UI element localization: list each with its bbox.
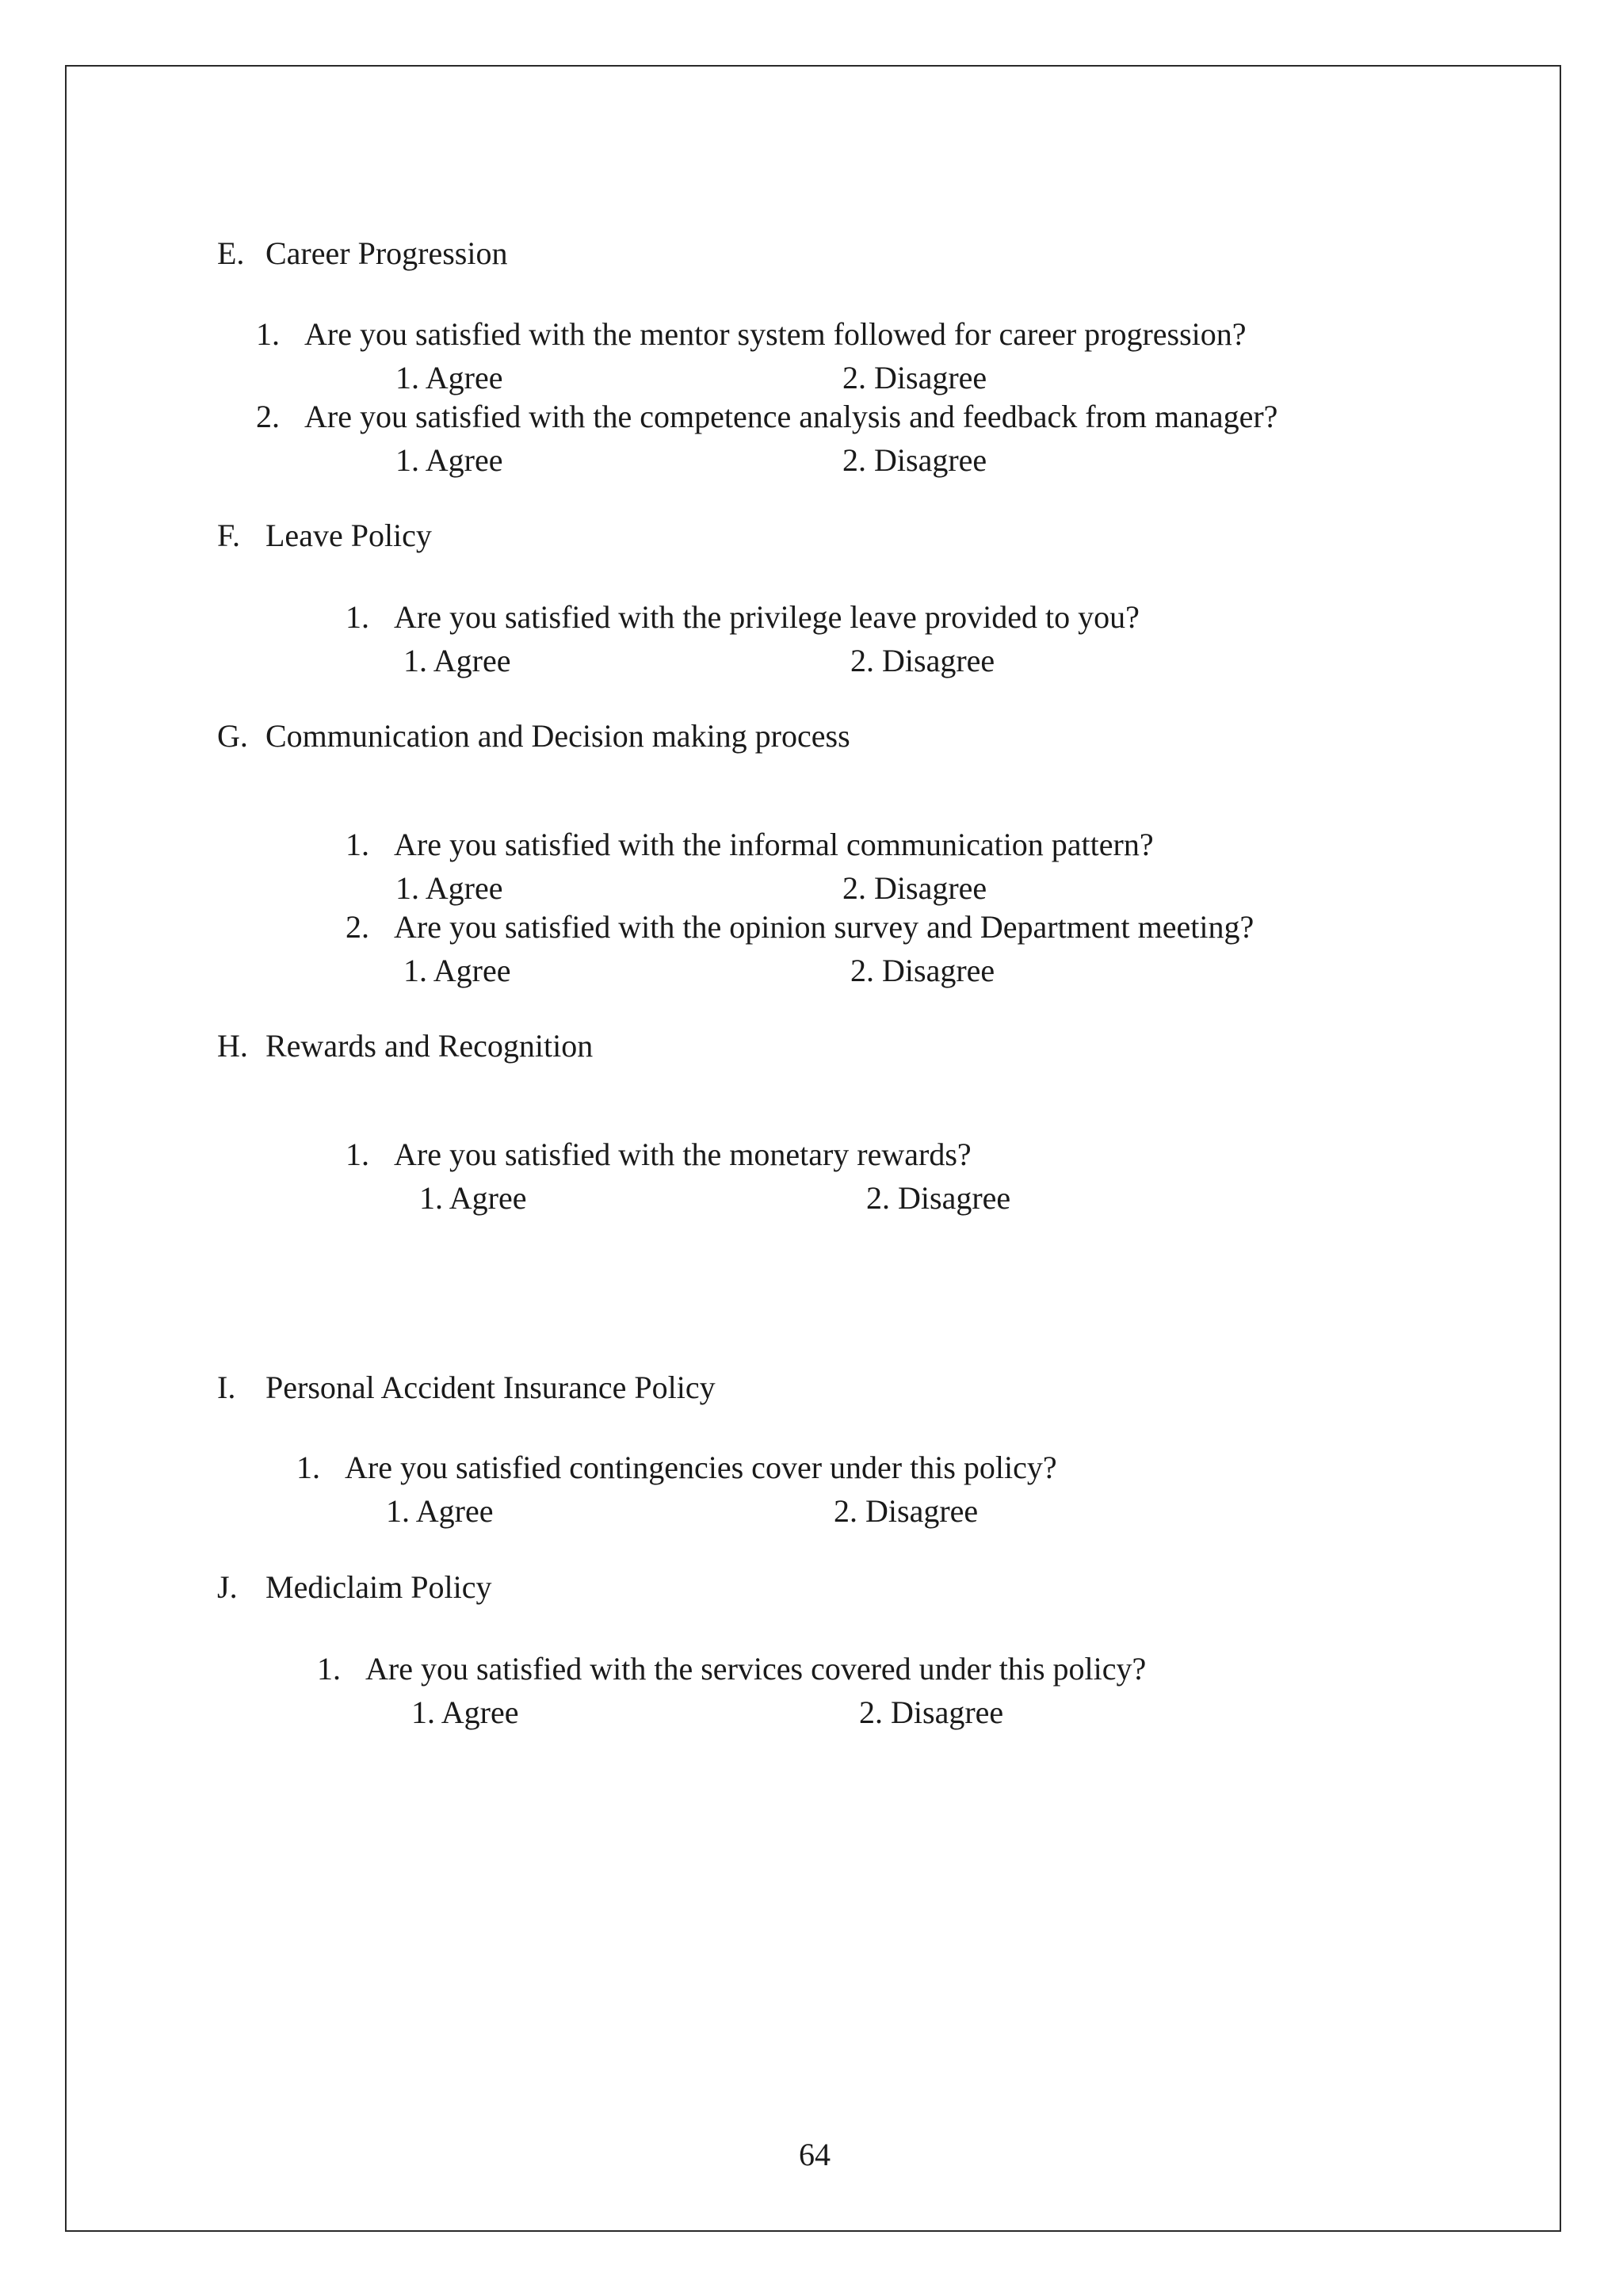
section-title: Rewards and Recognition: [265, 1028, 594, 1064]
question-number: 1.: [346, 599, 369, 635]
option-disagree: 2. Disagree: [842, 870, 987, 906]
question-number: 1.: [346, 1137, 369, 1172]
question-number: 1.: [256, 316, 280, 352]
option-disagree: 2. Disagree: [859, 1694, 1004, 1730]
option-disagree: 2. Disagree: [834, 1493, 979, 1529]
question-text: Are you satisfied contingencies cover under this policy?: [345, 1450, 1057, 1485]
question-number: 1.: [296, 1450, 320, 1485]
option-agree: 1. Agree: [395, 442, 503, 478]
question-number: 2.: [256, 399, 280, 434]
section-letter: G.: [217, 718, 248, 754]
option-agree: 1. Agree: [419, 1180, 527, 1216]
question-text: Are you satisfied with the informal communication pattern?: [394, 827, 1154, 862]
section-letter: J.: [217, 1569, 238, 1605]
section-title: Mediclaim Policy: [265, 1569, 492, 1605]
question-text: Are you satisfied with the mentor system followed for career progression?: [304, 316, 1247, 352]
section-title: Personal Accident Insurance Policy: [265, 1370, 716, 1405]
option-agree: 1. Agree: [386, 1493, 494, 1529]
question-text: Are you satisfied with the privilege leave provided to you?: [394, 599, 1140, 635]
question-number: 1.: [346, 827, 369, 862]
section-title: Communication and Decision making process: [265, 718, 850, 754]
option-agree: 1. Agree: [395, 360, 503, 395]
option-disagree: 2. Disagree: [842, 360, 987, 395]
option-agree: 1. Agree: [411, 1694, 519, 1730]
section-title: Career Progression: [265, 235, 508, 271]
section-letter: H.: [217, 1028, 248, 1064]
option-agree: 1. Agree: [395, 870, 503, 906]
question-text: Are you satisfied with the opinion survey and Department meeting?: [394, 909, 1254, 945]
question-number: 2.: [346, 909, 369, 945]
option-disagree: 2. Disagree: [850, 643, 995, 678]
option-disagree: 2. Disagree: [850, 953, 995, 988]
question-text: Are you satisfied with the services covered under this policy?: [365, 1651, 1147, 1687]
option-agree: 1. Agree: [403, 643, 511, 678]
option-disagree: 2. Disagree: [866, 1180, 1011, 1216]
option-disagree: 2. Disagree: [842, 442, 987, 478]
question-text: Are you satisfied with the monetary rewards?: [394, 1137, 972, 1172]
section-title: Leave Policy: [265, 518, 432, 553]
option-agree: 1. Agree: [403, 953, 511, 988]
page-number: 64: [799, 2137, 831, 2172]
section-letter: E.: [217, 235, 245, 271]
question-text: Are you satisfied with the competence analysis and feedback from manager?: [304, 399, 1278, 434]
section-letter: F.: [217, 518, 241, 553]
section-letter: I.: [217, 1370, 236, 1405]
question-number: 1.: [317, 1651, 341, 1687]
